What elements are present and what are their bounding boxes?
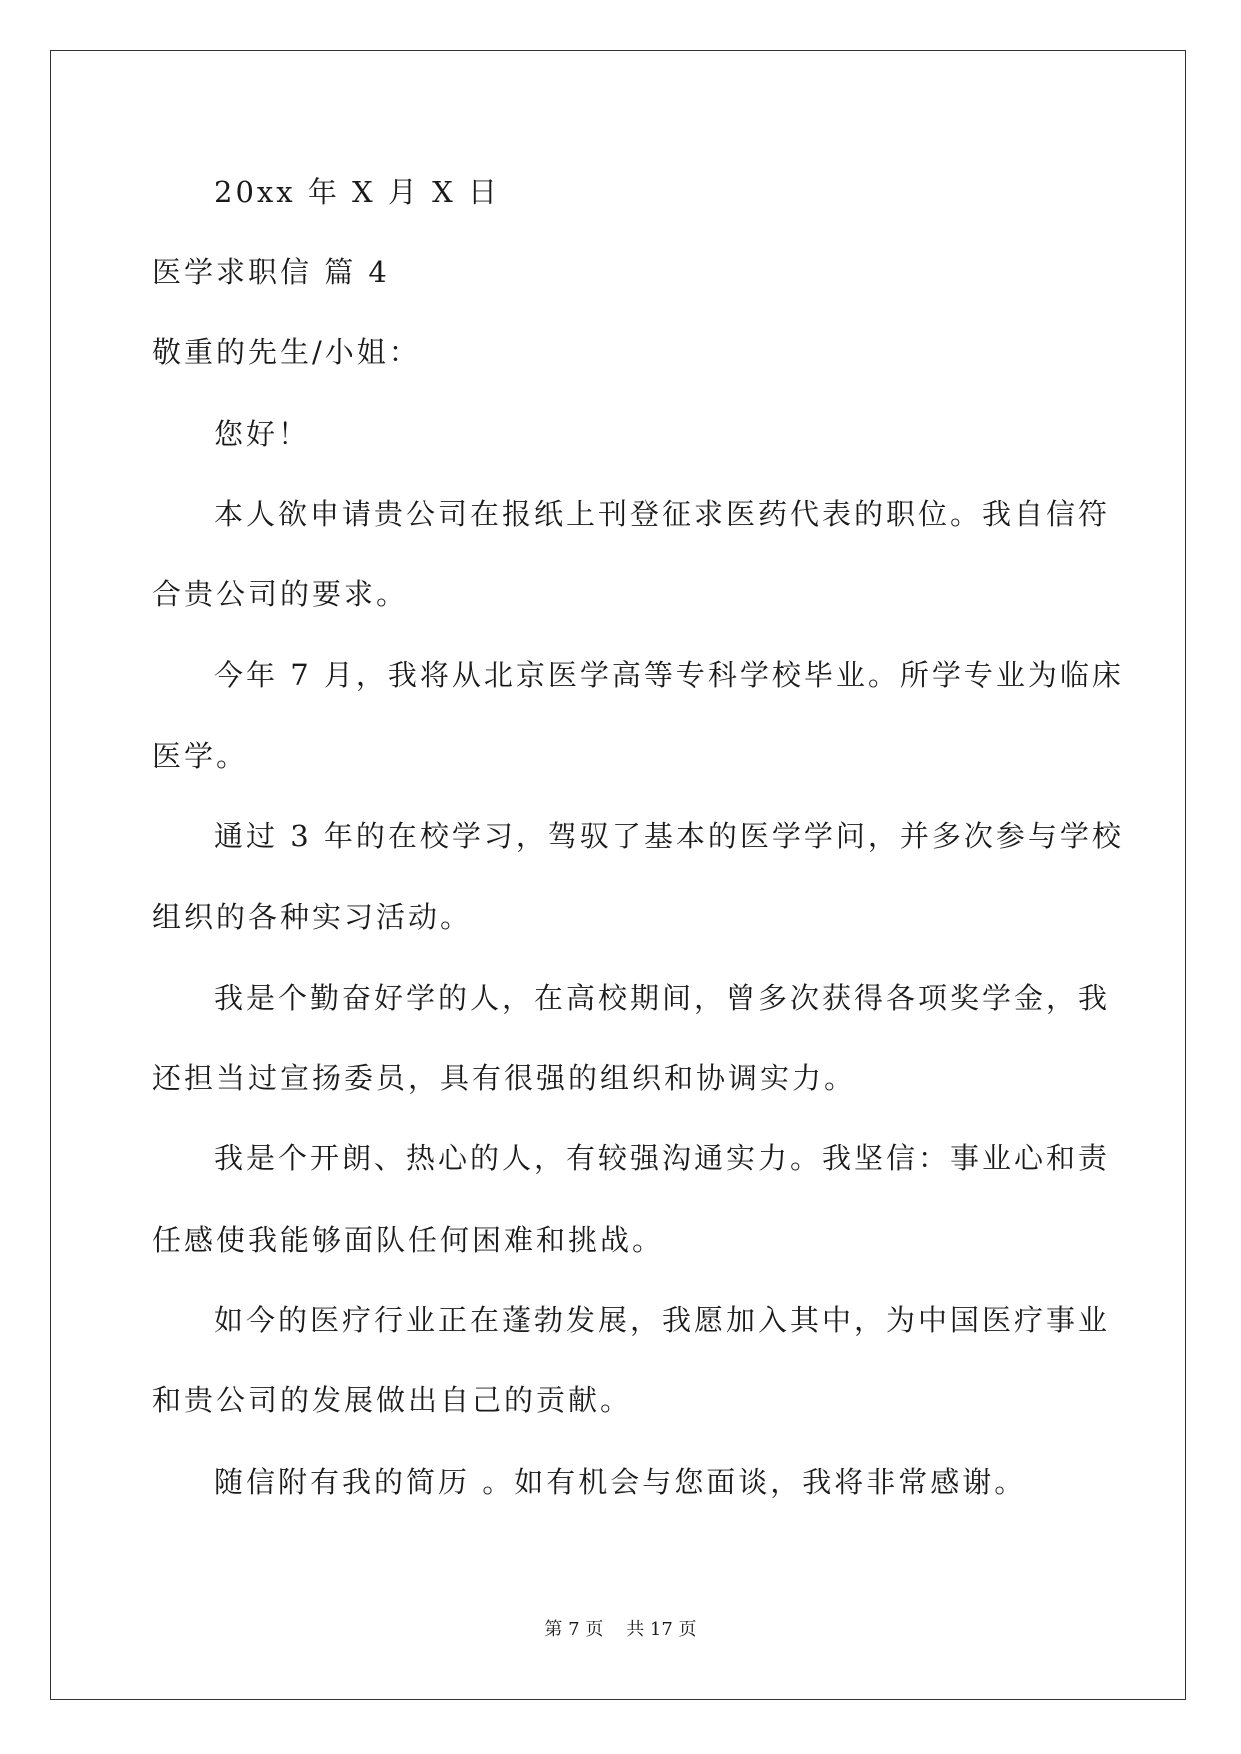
paragraph-5-line-2: 任感使我能够面队任何困难和挑战。 [152, 1223, 665, 1257]
page-border [50, 50, 1186, 1700]
paragraph-7-line-1: 随信附有我的简历 。如有机会与您面谈，我将非常感谢。 [214, 1465, 1027, 1499]
paragraph-1-line-2: 合贵公司的要求。 [152, 577, 409, 611]
paragraph-6-line-2: 和贵公司的发展做出自己的贡献。 [152, 1383, 633, 1417]
paragraph-2-line-1: 今年 7 月，我将从北京医学高等专科学校毕业。所学专业为临床 [214, 658, 1124, 692]
paragraph-3-line-2: 组织的各种实习活动。 [152, 900, 473, 934]
paragraph-3-line-1: 通过 3 年的在校学习，驾驭了基本的医学学问，并多次参与学校 [214, 819, 1124, 853]
date-line: 20xx 年 X 月 X 日 [214, 175, 500, 209]
greeting: 您好！ [214, 417, 311, 451]
paragraph-6-line-1: 如今的医疗行业正在蓬勃发展，我愿加入其中，为中国医疗事业 [214, 1303, 1111, 1337]
paragraph-4-line-1: 我是个勤奋好学的人，在高校期间，曾多次获得各项奖学金，我 [214, 981, 1111, 1015]
paragraph-4-line-2: 还担当过宣扬委员，具有很强的组织和协调实力。 [152, 1061, 857, 1095]
paragraph-1-line-1: 本人欲申请贵公司在报纸上刊登征求医药代表的职位。我自信符 [214, 497, 1111, 531]
paragraph-2-line-2: 医学。 [152, 739, 249, 773]
page-number-footer: 第 7 页 共 17 页 [544, 1619, 697, 1640]
salutation: 敬重的先生/小姐： [152, 335, 421, 369]
letter-heading: 医学求职信 篇 4 [152, 255, 390, 289]
paragraph-5-line-1: 我是个开朗、热心的人，有较强沟通实力。我坚信：事业心和责 [214, 1141, 1111, 1175]
